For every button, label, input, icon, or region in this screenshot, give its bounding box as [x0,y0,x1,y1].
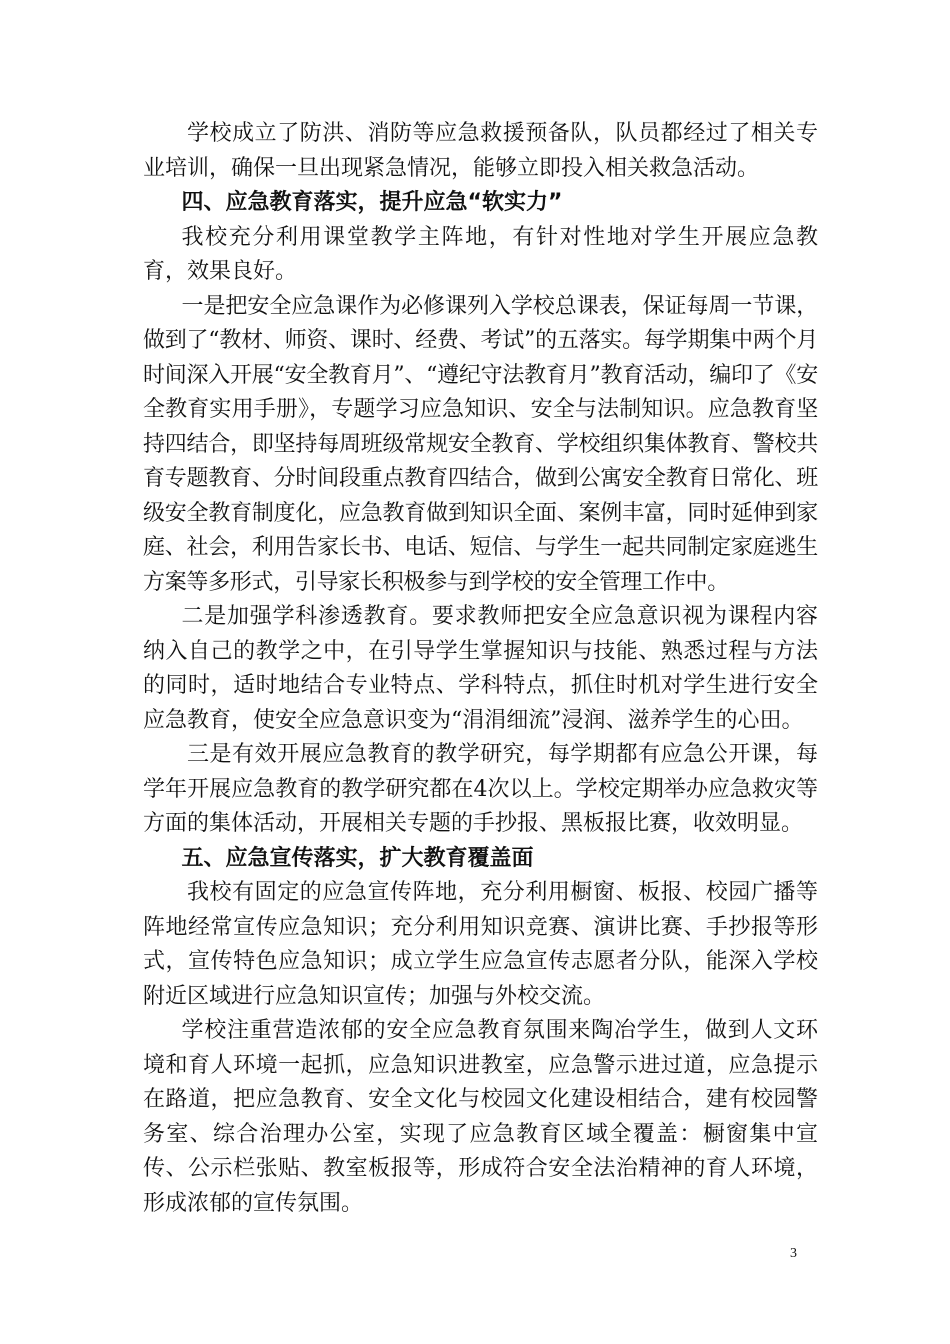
paragraph-publicity-front: 我校有固定的应急宣传阵地，充分利用橱窗、板报、校园广播等阵地经常宣传应急知识；充分利用知识竞赛、演讲比赛、手抄报等形式，宣传特色应急知识；成立学生应急宣传志愿者分队，能深入学校附近区域进行应急知识宣传；加强与外校交流。 [143,880,818,1009]
section-heading-5: 五、应急宣传落实，扩大教育覆盖面 [181,845,534,871]
paragraph-point-three: 三是有效开展应急教育的教学研究，每学期都有应急公开课，每学年开展应急教育的教学研究都在4次以上。学校定期举办应急救灾等方面的集体活动，开展相关专题的手抄报、黑板报比赛，收效明显。 [143,742,818,836]
paragraph-rescue-team: 学校成立了防洪、消防等应急救援预备队，队员都经过了相关专业培训，确保一旦出现紧急情况，能够立即投入相关救急活动。 [143,121,818,181]
document-body [143,117,818,1221]
page-number: 3 [790,1246,797,1261]
paragraph-point-one: 一是把安全应急课作为必修课列入学校总课表，保证每周一节课，做到了“教材、师资、课时、经费、考试”的五落实。每学期集中两个月时间深入开展“安全教育月”、“遵纪守法教育月”教育活动，编印了《安全教育实用手册》，专题学习应急知识、安全与法制知识。应急教育坚持四结合，即坚持每周班级常规安全教育、学校组织集体教育、警校共育专题教育、分时间段重点教育四结合，做到公寓安全教育日常化、班级安全教育制度化，应急教育做到知识全面、案例丰富，同时延伸到家庭、社会，利用告家长书、电话、短信、与学生一起共同制定家庭逃生方案等多形式，引导家长积极参与到学校的安全管理工作中。 [143,293,818,595]
section-heading-4: 四、应急教育落实，提升应急“软实力” [181,190,563,215]
paragraph-atmosphere: 学校注重营造浓郁的安全应急教育氛围来陶冶学生，做到人文环境和育人环境一起抓，应急知识进教室，应急警示进过道，应急提示在路道，把应急教育、安全文化与校园文化建设相结合，建有校园警务室、综合治理办公室，实现了应急教育区域全覆盖：橱窗集中宣传、公示栏张贴、教室板报等，形成符合安全法治精神的育人环境，形成浓郁的宣传氛围。 [143,1018,818,1216]
paragraph-classroom-education: 我校充分利用课堂教学主阵地，有针对性地对学生开展应急教育，效果良好。 [143,224,818,284]
paragraph-point-two: 二是加强学科渗透教育。要求教师把安全应急意识视为课程内容纳入自己的教学之中，在引导学生掌握知识与技能、熟悉过程与方法的同时，适时地结合专业特点、学科特点，抓住时机对学生进行安全应急教育，使安全应急意识变为“涓涓细流”浸润、滋养学生的心田。 [143,604,818,733]
